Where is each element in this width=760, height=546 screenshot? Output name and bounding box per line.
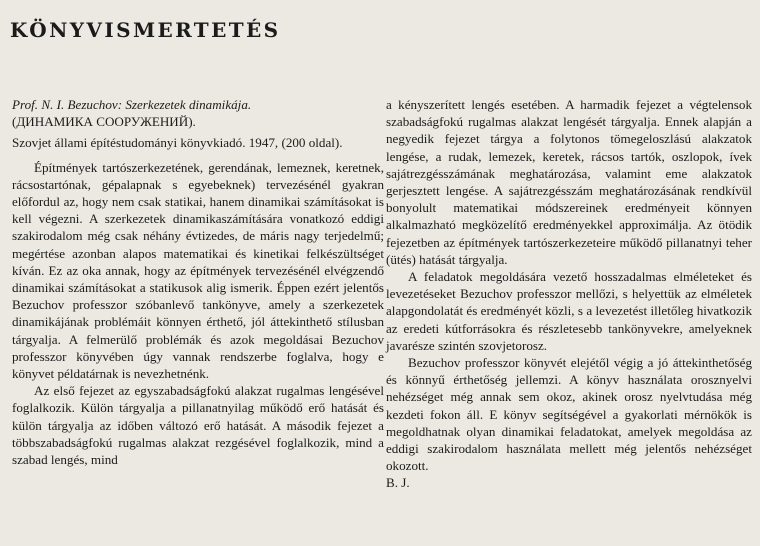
right-column — [386, 96, 752, 492]
reviewer-signature: B. J. — [386, 475, 410, 491]
body-paragraph: a kényszerített lengés esetében. A harmadik fejezet a végtelensok szabadságfokú rugalmas alakzat lengését tárgyalja. Ennek alapján a negyedik fejezet tárgya a folytonos tömegeloszlású alakzatok lengése, a rudak, lemezek, keretek, rácsos tartók, oszlopok, ívek sajátrezgésszámának meghatározása, valamint eme alakzatok gerjesztett lengése. A sajátrezgésszám meghatározásának rendkívül bonyolult matematikai módszereinek eredményeit könnyen alkalmazható megközelítő eredményekkel approximálja. Az ötödik fejezetben az építmények tartószerkezeteire működő pillanatnyi teher (ütés) hatását tárgyalja. — [386, 97, 752, 267]
book-russian-title: (ДИНАМИКА СООРУЖЕНИЙ). — [12, 114, 196, 130]
body-paragraph: Bezuchov professzor könyvét elejétől végig a jó áttekinthetőség és könnyű érthetőség jellemzi. A könyv használata orosznyelvi nehézséget még annak sem okoz, akinek orosz nyelvtudása még kezdeti fokon áll. E könyv segítségével a gyakorlati mérnökök is megoldhatnak olyan dinamikai feladatokat, amelyek megoldása az eddigi szakirodalom használata mellett még jelentős nehézséget okozott. — [386, 355, 752, 474]
body-paragraph: Építmények tartószerkezetének, gerendának, lemeznek, keretnek, rácsostartónak, gépalapnak s egyebeknek) tervezésénél gyakran előfordul az, hogy nem csak statikai, hanem dinamikai számításokat is kell végezni. A szerkezetek dinamikaszámítására vonatkozó eddigi szakirodalom még csak néhány évtizedes, de máris nagy terjedelmű; megértése azonban alapos matematikai és kinetikai felkészültséget kíván. Ez az oka annak, hogy az építmények tervezésénél elvégzendő dinamikai számításokat a statikusok alig ismerik. Éppen ezért jelentős Bezuchov professzor szóbanlevő tankönyve, amely a szerkezetek dinamikájának problémáit könnyen érthető, jól áttekinthető stílusban tárgyalja. A felmerülő problémák és azok megoldásai Bezuchov professzor könyvében úgy vannak rendszerbe foglalva, hogy e könyvet példatárnak is nevezhetnénk. — [12, 159, 384, 382]
left-column — [12, 96, 384, 468]
book-publisher: Szovjet állami építéstudományi könyvkiadó. 1947, (200 oldal). — [12, 135, 343, 151]
body-paragraph: Az első fejezet az egyszabadságfokú alakzat rugalmas lengésével foglalkozik. Külön tárgyalja a pillanatnyilag működő erő hatását és külön tárgyalja az időben változó erő hatását. A második fejezet a többszabadságfokú rugalmas alakzat rezgésével foglalkozik, mind a szabad lengés, mind — [12, 383, 384, 468]
body-paragraph: A feladatok megoldására vezető hosszadalmas elméleteket és levezetéseket Bezuchov professzor mellőzi, s helyettük az elméletek alapgondolatát és eredményét közli, s a levezetést illetőleg hivatkozik az eredeti kútforrásokra és részletesebb tankönyvekre, amelyeknek javarésze szintén szovjetorosz. — [386, 269, 752, 353]
section-heading: KÖNYVISMERTETÉS — [10, 18, 281, 42]
book-author-title: Prof. N. I. Bezuchov: Szerkezetek dinamikája. — [12, 97, 252, 112]
